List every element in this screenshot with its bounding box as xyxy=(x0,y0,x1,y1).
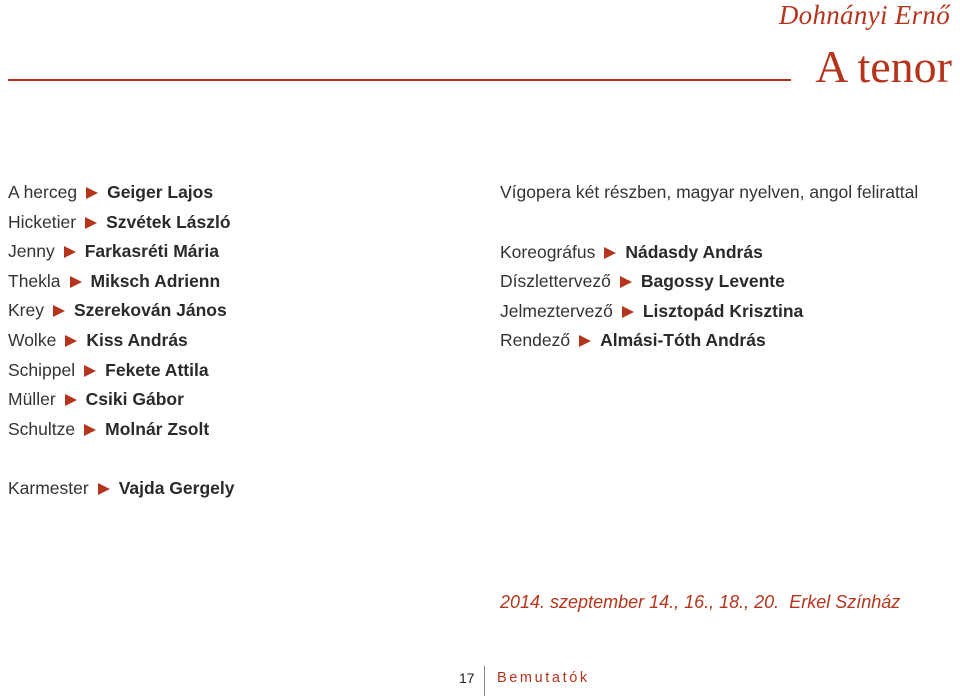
cast-row xyxy=(8,296,231,326)
arrow-icon xyxy=(84,424,96,436)
performer-name: Szvétek László xyxy=(106,211,231,232)
arrow-icon xyxy=(579,335,591,347)
opera-subtitle: Vígopera két részben, magyar nyelven, angol felirattal xyxy=(500,182,919,202)
cast-row xyxy=(8,385,231,415)
role-label: Wolke xyxy=(8,329,57,350)
arrow-icon xyxy=(86,187,98,199)
role-label: Schultze xyxy=(8,418,76,439)
arrow-icon xyxy=(70,276,82,288)
cast-list xyxy=(8,178,231,444)
arrow-icon xyxy=(65,335,77,347)
page-number: 17 xyxy=(459,670,475,686)
page-title: A tenor xyxy=(815,41,952,92)
arrow-icon xyxy=(64,246,76,258)
performer-name: Szerekován János xyxy=(73,300,227,321)
cast-row xyxy=(8,356,231,386)
performance-dates: 2014. szeptember 14., 16., 18., 20. xyxy=(500,592,780,612)
role-label: Krey xyxy=(8,300,44,321)
title-rule xyxy=(8,79,791,81)
cast-row xyxy=(8,178,231,208)
footer-divider xyxy=(484,666,485,696)
arrow-icon xyxy=(604,247,616,259)
conductor-name: Vajda Gergely xyxy=(118,478,235,498)
performer-name: Farkasréti Mária xyxy=(84,241,219,262)
composer-name: Dohnányi Ernő xyxy=(778,0,950,30)
role-label: Jelmeztervező xyxy=(500,300,613,321)
role-label: Jenny xyxy=(8,241,55,262)
role-label: A herceg xyxy=(8,182,78,202)
role-label: Koreográfus xyxy=(500,241,596,262)
performer-name: Miksch Adrienn xyxy=(90,270,221,291)
cast-row xyxy=(8,208,231,238)
crew-name: Lisztopád Krisztina xyxy=(642,300,804,321)
crew-row xyxy=(500,326,918,356)
conductor-row xyxy=(8,474,234,504)
role-label: Thekla xyxy=(8,270,61,291)
production-info xyxy=(500,178,918,356)
arrow-icon xyxy=(84,365,96,377)
arrow-icon xyxy=(620,276,632,288)
role-label: Müller xyxy=(8,389,56,410)
section-label: Bemutatók xyxy=(497,670,590,686)
arrow-icon xyxy=(65,394,77,406)
crew-name: Almási-Tóth András xyxy=(600,330,766,351)
performer-name: Molnár Zsolt xyxy=(105,418,210,439)
performance-venue: Erkel Színház xyxy=(789,592,901,612)
arrow-icon xyxy=(98,483,110,495)
role-label: Schippel xyxy=(8,359,76,380)
performer-name: Fekete Attila xyxy=(105,359,209,380)
performer-name: Kiss András xyxy=(86,329,188,350)
performance-info xyxy=(500,592,900,613)
cast-row xyxy=(8,267,231,297)
cast-row xyxy=(8,237,231,267)
performer-name: Geiger Lajos xyxy=(107,182,214,202)
crew-name: Nádasdy András xyxy=(625,241,763,262)
arrow-icon xyxy=(622,306,634,318)
cast-row xyxy=(8,326,231,356)
cast-row xyxy=(8,415,231,445)
role-label: Díszlettervező xyxy=(500,271,611,292)
role-label: Rendező xyxy=(500,330,571,351)
performer-name: Csiki Gábor xyxy=(85,389,184,410)
arrow-icon xyxy=(53,305,65,317)
crew-name: Bagossy Levente xyxy=(640,271,785,292)
arrow-icon xyxy=(85,217,97,229)
role-label: Hicketier xyxy=(8,211,77,232)
role-label: Karmester xyxy=(8,478,89,498)
crew-row xyxy=(500,297,918,327)
crew-row xyxy=(500,238,918,268)
crew-row xyxy=(500,267,918,297)
